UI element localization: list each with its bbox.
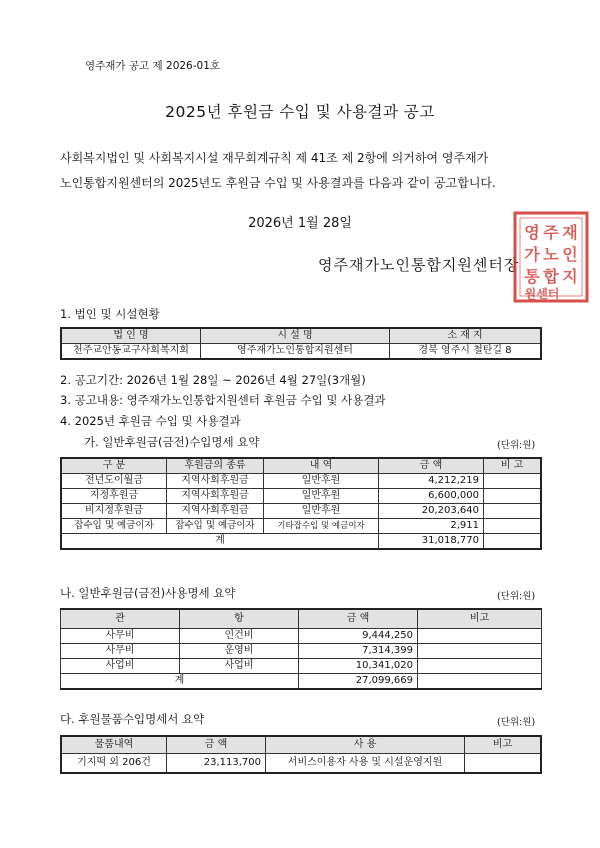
header-cell: 시 설 명: [201, 328, 390, 344]
table-cell: 경북 영주시 철탄길 8: [390, 344, 542, 360]
header-cell: 항: [180, 609, 299, 629]
table-cell: 인건비: [180, 629, 299, 644]
table-cell: [484, 474, 542, 489]
table-cell: 지역사회후원금: [167, 489, 264, 504]
table-row: [61, 644, 542, 659]
section3-content: 3. 공고내용: 영주재가노인통합지원센터 후원금 수입 및 사용결과: [60, 393, 386, 407]
income-table: [60, 457, 542, 550]
organization-name: 영주재가노인통합지원센터장: [318, 256, 520, 274]
facility-table: [60, 327, 542, 360]
table-cell: [484, 504, 542, 519]
svg-text:노: 노: [543, 245, 559, 264]
table-row: [61, 659, 542, 674]
total-amount: 27,099,669: [299, 674, 418, 690]
official-seal-stamp: [512, 210, 590, 304]
table-cell: 6,600,000: [379, 489, 484, 504]
svg-text:인: 인: [562, 245, 578, 264]
section2-period: 2. 공고기간: 2026년 1월 28일 ~ 2026년 4월 27일(3개월): [60, 373, 366, 387]
table-cell: [418, 629, 542, 644]
header-cell: 금 액: [299, 609, 418, 629]
header-cell: 관: [61, 609, 180, 629]
table-cell: 비지정후원금: [61, 504, 167, 519]
table-cell: 23,113,700: [167, 754, 266, 774]
header-cell: 구 분: [61, 458, 167, 474]
table-cell: [418, 674, 542, 690]
svg-text:원센터: 원센터: [524, 287, 560, 301]
table-cell: 사업비: [180, 659, 299, 674]
table-cell: 사업비: [61, 659, 180, 674]
page-title: 2025년 후원금 수입 및 사용결과 공고: [165, 103, 435, 121]
header-cell: 금 액: [379, 458, 484, 474]
table-cell: 천주교안동교구사회복지회: [61, 344, 201, 360]
total-amount: 31,018,770: [379, 534, 484, 550]
table-cell: 잡수입 및 예금이자: [61, 519, 167, 534]
svg-text:통: 통: [524, 267, 540, 286]
table-cell: 기지떡 외 206건: [61, 754, 167, 774]
intro-line-1: 사회복지법인 및 사회복지시설 재무회계규칙 제 41조 제 2항에 의거하여 영주재가: [60, 151, 489, 165]
table-row: [61, 344, 541, 360]
table-total-row: [61, 534, 541, 550]
table-cell: 사무비: [61, 644, 180, 659]
table-cell: 9,444,250: [299, 629, 418, 644]
svg-text:재: 재: [562, 223, 578, 242]
table-row: [61, 519, 541, 534]
table-cell: [418, 644, 542, 659]
svg-text:주: 주: [543, 223, 559, 242]
table-header-row: [61, 458, 541, 474]
header-cell: 내 역: [264, 458, 379, 474]
total-label: 계: [61, 534, 379, 550]
table-cell: 서비스이용자 사용 및 시설운영지원: [266, 754, 465, 774]
announcement-date: 2026년 1월 28일: [248, 216, 352, 231]
table-cell: [484, 534, 542, 550]
table-total-row: [61, 674, 542, 690]
section1-heading: 1. 법인 및 시설현황: [60, 307, 160, 321]
table-cell: [418, 659, 542, 674]
table-cell: 기타잡수입 및 예금이자: [264, 519, 379, 534]
table-da-heading: 다. 후원물품수입명세서 요약: [60, 712, 205, 726]
table-cell: 전년도이월금: [61, 474, 167, 489]
table-cell: 운영비: [180, 644, 299, 659]
intro-paragraph: [60, 146, 560, 196]
table-cell: 7,314,399: [299, 644, 418, 659]
table-row: [61, 474, 541, 489]
table-header-row: [61, 609, 542, 629]
table-cell: 지정후원금: [61, 489, 167, 504]
header-cell: 후원금의 종류: [167, 458, 264, 474]
table-header-row: [61, 736, 541, 754]
header-cell: 금 액: [167, 736, 266, 754]
table-cell: 지역사회후원금: [167, 504, 264, 519]
table-na-unit: (단위:원): [497, 591, 536, 602]
svg-text:지: 지: [562, 267, 578, 286]
header-cell: 소 재 지: [390, 328, 542, 344]
table-row: [61, 504, 541, 519]
total-label: 계: [61, 674, 299, 690]
table-row: [61, 489, 541, 504]
document-number: 영주재가 공고 제 2026-01호: [85, 60, 221, 72]
header-cell: 물품내역: [61, 736, 167, 754]
table-cell: 잡수입 및 예금이자: [167, 519, 264, 534]
table-header-row: [61, 328, 541, 344]
goods-table: [60, 735, 542, 774]
header-cell: 법 인 명: [61, 328, 201, 344]
svg-text:영: 영: [524, 223, 540, 242]
table-cell: 사무비: [61, 629, 180, 644]
table-cell: 지역사회후원금: [167, 474, 264, 489]
svg-text:합: 합: [543, 267, 559, 286]
table-cell: 10,341,020: [299, 659, 418, 674]
table-cell: [465, 754, 542, 774]
table-cell: 일반후원: [264, 489, 379, 504]
table-ga-unit: (단위:원): [497, 440, 536, 451]
section4-heading: 4. 2025년 후원금 수입 및 사용결과: [60, 414, 241, 428]
header-cell: 사 용: [266, 736, 465, 754]
table-da-unit: (단위:원): [497, 717, 536, 728]
table-ga-heading: 가. 일반후원금(금전)수입명세 요약: [84, 435, 260, 449]
table-cell: 4,212,219: [379, 474, 484, 489]
svg-text:가: 가: [524, 245, 540, 264]
expense-table: [60, 608, 542, 690]
table-na-heading: 나. 일반후원금(금전)사용명세 요약: [60, 586, 236, 600]
header-cell: 비고: [418, 609, 542, 629]
intro-line-2: 노인통합지원센터의 2025년도 후원금 수입 및 사용결과를 다음과 같이 공고합니다.: [60, 176, 496, 190]
table-cell: 2,911: [379, 519, 484, 534]
table-row: [61, 754, 541, 774]
table-cell: 일반후원: [264, 474, 379, 489]
header-cell: 비고: [465, 736, 542, 754]
table-cell: [484, 519, 542, 534]
table-cell: 20,203,640: [379, 504, 484, 519]
header-cell: 비 고: [484, 458, 542, 474]
table-cell: [484, 489, 542, 504]
table-row: [61, 629, 542, 644]
table-cell: 일반후원: [264, 504, 379, 519]
table-cell: 영주재가노인통합지원센터: [201, 344, 390, 360]
